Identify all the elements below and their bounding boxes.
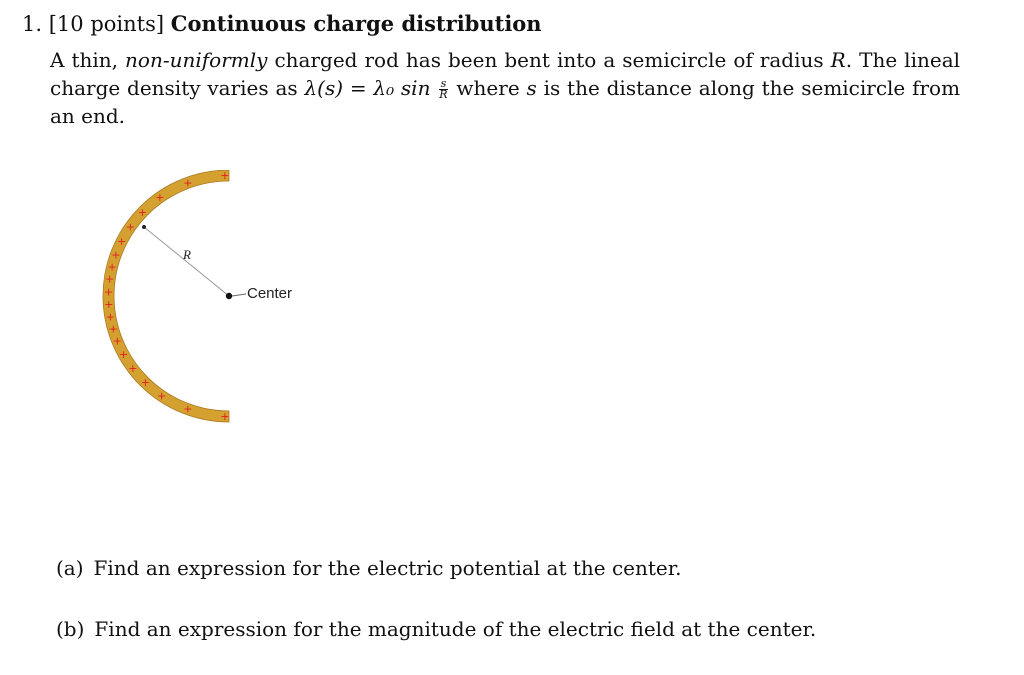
plus-sign: + <box>116 234 127 248</box>
question-text: Find an expression for the magnitude of the electric field at the center. <box>94 617 817 641</box>
question-tag: (b) <box>56 617 85 641</box>
plus-sign: + <box>183 402 193 416</box>
problem-header <box>22 8 542 40</box>
center-label: Center <box>247 285 293 302</box>
s-over-r-fraction <box>439 79 447 100</box>
statement-text: A thin, <box>50 48 119 72</box>
problem-statement <box>50 46 960 130</box>
question-tag: (a) <box>56 556 84 580</box>
plus-sign: + <box>112 334 122 348</box>
plus-sign: + <box>118 347 129 361</box>
plus-sign: + <box>125 220 135 234</box>
plus-sign: + <box>140 376 150 390</box>
semicircle-figure <box>90 170 330 435</box>
center-leader-line <box>232 294 246 296</box>
plus-sign: + <box>155 190 165 204</box>
radius-symbol: R <box>830 48 846 72</box>
question-text: Find an expression for the electric potential at the center. <box>93 556 682 580</box>
plus-sign: + <box>220 409 230 423</box>
radius-label: R <box>183 247 191 262</box>
question-b <box>56 615 816 643</box>
density-formula: λ(s) = λ₀ sin <box>304 76 431 100</box>
fraction-denominator: R <box>439 88 448 101</box>
semicircle-diagram <box>90 170 330 435</box>
plus-sign: + <box>105 272 115 286</box>
statement-emphasis: non-uniformly <box>125 48 268 72</box>
plus-sign: + <box>107 260 117 274</box>
plus-sign: + <box>220 170 230 183</box>
statement-text: charged rod has been bent into a semicircle of radius <box>274 48 824 72</box>
plus-sign: + <box>105 310 115 324</box>
s-symbol: s <box>526 76 537 100</box>
charged-rod <box>103 170 229 422</box>
fraction-numerator: s <box>440 77 447 90</box>
statement-text: where <box>456 76 520 100</box>
problem-title: Continuous charge distribution <box>170 11 542 36</box>
plus-sign: + <box>183 176 193 190</box>
problem-points: [10 points] <box>48 12 165 36</box>
plus-sign: + <box>108 322 118 336</box>
plus-sign: + <box>104 297 114 311</box>
plus-sign: + <box>103 285 114 299</box>
plus-sign: + <box>128 362 138 375</box>
statement-text: . The lineal charge density varies as <box>50 48 961 100</box>
plus-sign: + <box>111 248 121 262</box>
rod-point-dot <box>142 225 146 229</box>
question-a <box>56 554 681 582</box>
plus-signs <box>104 170 229 423</box>
center-dot <box>226 293 232 299</box>
problem-number: 1. <box>22 12 43 36</box>
statement-text: is the distance along the semicircle from an end. <box>50 76 961 128</box>
plus-sign: + <box>156 389 167 403</box>
plus-sign: + <box>137 205 147 219</box>
